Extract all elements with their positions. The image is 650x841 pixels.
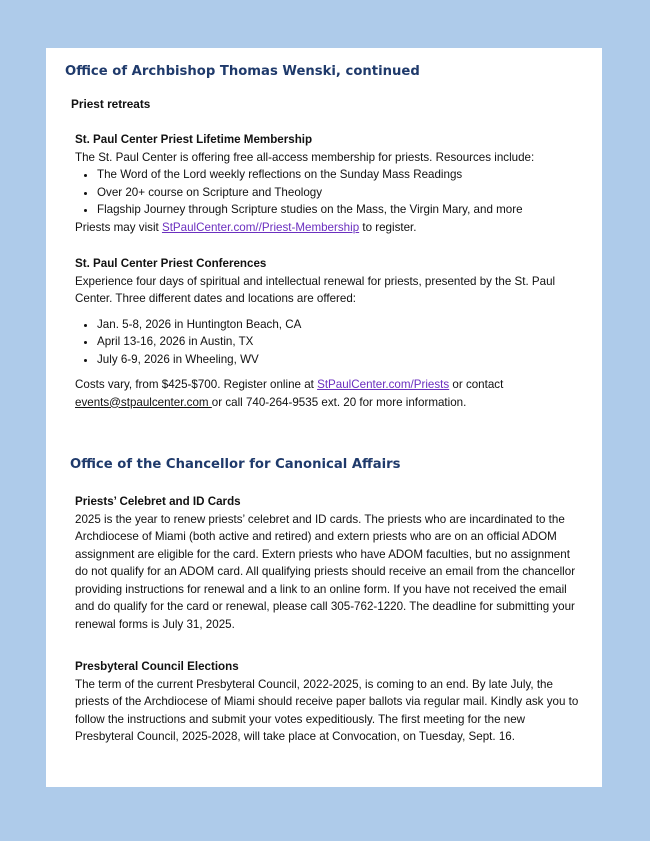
membership-visit-line [75, 219, 580, 237]
priests-registration-link[interactable]: StPaulCenter.com/Priests [317, 378, 450, 391]
list-item: • April 13-16, 2026 in Austin, TX [97, 333, 580, 351]
priest-membership-link[interactable]: StPaulCenter.com//Priest-Membership [161, 220, 360, 234]
council-section [75, 658, 580, 746]
membership-heading: St. Paul Center Priest Lifetime Membership [75, 133, 313, 146]
costs-middle: or contact [449, 378, 504, 391]
conferences-intro: Experience four days of spiritual and intellectual renewal for priests, presented by the St. Paul Center. Three different dates and locations are offered: [75, 274, 556, 305]
document-page [46, 48, 602, 787]
council-heading: Presbyteral Council Elections [75, 660, 239, 673]
list-item: • The Word of the Lord weekly reflections on the Sunday Mass Readings [97, 166, 580, 184]
conference-dates-list [75, 316, 580, 369]
events-email-link[interactable]: events@stpaulcenter.com [75, 395, 212, 409]
conferences-section [75, 255, 580, 411]
membership-intro: The St. Paul Center is offering free all-access membership for priests. Resources include: [75, 150, 535, 164]
celebret-heading: Priests’ Celebret and ID Cards [75, 495, 241, 508]
membership-visit-suffix: to register. [359, 220, 417, 234]
costs-suffix: or call 740-264-9535 ext. 20 for more information. [211, 395, 467, 409]
membership-resource-list [75, 166, 580, 219]
list-item: • Jan. 5-8, 2026 in Huntington Beach, CA [97, 316, 580, 334]
membership-visit-prefix: Priests may visit [75, 220, 162, 234]
council-body: The term of the current Presbyteral Council, 2022-2025, is coming to an end. By late July, the priests of the Archdiocese of Miami should receive paper ballots via regular mail. Kindly ask you to follow the instructions and submit your votes expeditiously. The first meeting for the new Presbyteral Council, 2025-2028, will take place at Convocation, on Tuesday, Sept. 16. [75, 677, 579, 743]
list-item: • July 6-9, 2026 in Wheeling, WV [97, 351, 580, 369]
list-item: • Over 20+ course on Scripture and Theology [97, 184, 580, 202]
celebret-section [75, 493, 580, 633]
membership-section [75, 131, 580, 236]
office-chancellor-heading: Office of the Chancellor for Canonical Affairs [70, 457, 401, 472]
celebret-body: 2025 is the year to renew priests’ celebret and ID cards. The priests who are incardinated to the Archdiocese of Miami (both active and retired) and extern priests who are on an official ADOM assignment are eligible for the card. Extern priests who have ADOM faculties, but no assignment do not qualify for an ADOM card. All qualifying priests should receive an email from the chancellor providing instructions for renewal and a link to an online form. If you have not received the email and do qualify for the card or renewal, please call 305-762-1220. The deadline for submitting your renewal forms is July 31, 2025. [75, 512, 576, 631]
list-item: • Flagship Journey through Scripture studies on the Mass, the Virgin Mary, and more [97, 201, 580, 219]
conferences-heading: St. Paul Center Priest Conferences [75, 257, 267, 270]
priest-retreats-label: Priest retreats [71, 97, 151, 111]
costs-prefix: Costs vary, from $425-$700. Register online at [75, 378, 318, 391]
conferences-costs [75, 376, 580, 411]
office-archbishop-heading: Office of Archbishop Thomas Wenski, continued [65, 64, 420, 79]
